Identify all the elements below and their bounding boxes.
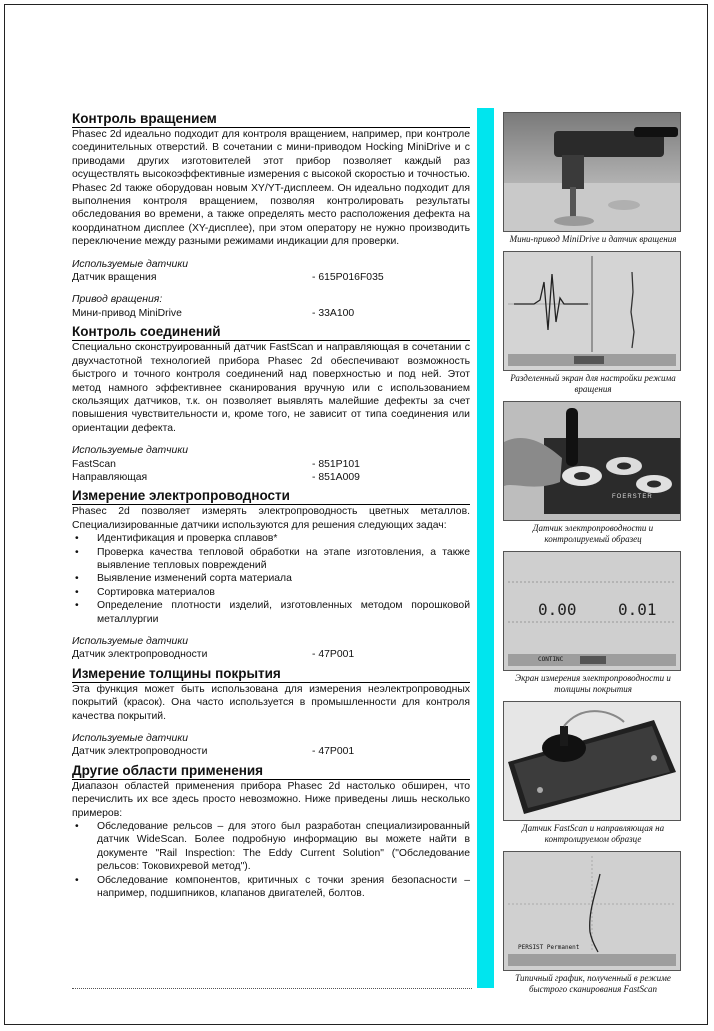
section-text: Диапазон областей применения прибора Phasec 2d настолько обширен, что перечислить их все здесь просто невозможно. Ниже приведены лишь несколько примеров: — [72, 780, 470, 819]
accent-bar — [477, 108, 494, 988]
section-rotation — [72, 111, 470, 320]
figure-split-screen — [503, 251, 683, 395]
probe-name: Датчик электропроводности — [72, 649, 208, 661]
figure-caption: Датчик электропроводности и контролируемый образец — [532, 523, 654, 544]
figure-caption: Датчик FastScan и направляющая на контролируемом образце — [521, 823, 665, 844]
list-item: • Обследование компонентов, критичных с точки зрения безопасности – например, подшипников, клапанов двигателей, болтов. — [72, 874, 470, 901]
device-brand-label: FOERSTER — [612, 494, 653, 500]
section-text: Эта функция может быть использована для измерения неэлектропроводных покрытий (красок). Она часто используется в промышленности для контроля качества покрытий. — [72, 683, 470, 722]
list-item: • Обследование рельсов – для этого был разработан специализированный датчик WideScan. Более подробную информацию вы можете найти в документе "Rail Inspection: The Eddy Current Solution" ("Обследование рельсов: Токовихревой метод"). — [72, 820, 470, 874]
figure-caption: Типичный график, полученный в режиме быстрого сканирования FastScan — [515, 973, 671, 994]
drive-row — [72, 307, 470, 320]
probe-name: Датчик электропроводности — [72, 746, 208, 758]
minidrive-photo — [503, 112, 681, 232]
readout-right: 0.01 — [618, 600, 657, 619]
probe-row — [72, 745, 470, 758]
drive-label: Привод вращения: — [72, 294, 163, 306]
list-item: • Определение плотности изделий, изготовленных методом порошковой металлургии — [72, 599, 470, 626]
probe-code: - 615P016F035 — [312, 272, 384, 284]
probe-name: Направляющая — [72, 471, 148, 483]
probe-name: FastScan — [72, 458, 116, 470]
section-text: Phasec 2d позволяет измерять электропроводность цветных металлов. Специализированные датчики используются для решения следующих задач: — [72, 506, 470, 531]
fastscan-photo — [503, 701, 681, 821]
section-text: Специально сконструированный датчик FastScan и направляющая в сочетании с двухчастотной технологией прибора Phasec 2d обеспечивают возможность быстрого и точного контроля соединений над поверхностью и под ней. Этот метод намного эффективнее сканирования вручную или с использованием скользящих датчиков, т.к. он позволяет выявлять малейшие дефекты за счет повышения чувствительности и, кроме того, не зависит от типа соединения или ориентации дефекта. — [72, 342, 470, 434]
section-joints — [72, 324, 470, 484]
section-title: Контроль соединений — [72, 324, 470, 341]
list-item: • Сортировка материалов — [72, 586, 470, 599]
drive-name: Мини-привод MiniDrive — [72, 307, 182, 319]
list-item: • Проверка качества тепловой обработки на этапе изготовления, а также выявление тепловых повреждений — [72, 546, 470, 573]
probes-label: Используемые датчики — [72, 733, 189, 745]
section-title: Контроль вращением — [72, 111, 470, 128]
section-title: Другие области применения — [72, 763, 470, 780]
probe-code: - 851P101 — [312, 458, 360, 470]
probe-row — [72, 458, 470, 471]
readout-left: 0.00 — [538, 600, 577, 619]
bullet-list — [72, 820, 470, 900]
probes-label: Используемые датчики — [72, 636, 189, 647]
figure-caption: Мини-привод MiniDrive и датчик вращения — [509, 234, 677, 244]
section-title: Измерение электропроводности — [72, 488, 470, 505]
figure-conductivity-screen — [503, 551, 683, 695]
figure-caption: Экран измерения электропроводности и толщины покрытия — [515, 673, 671, 694]
section-other — [72, 763, 470, 901]
probe-code: - 851A009 — [312, 471, 360, 483]
probe-code: - 47P001 — [312, 746, 355, 758]
figure-caption: Разделенный экран для настройки режима вращения — [510, 373, 676, 394]
section-title: Измерение толщины покрытия — [72, 666, 470, 683]
probe-row — [72, 271, 470, 284]
section-text: Phasec 2d идеально подходит для контроля вращением, например, при контроле соединительных отверстий. В сочетании с мини-приводом Hocking MiniDrive и с приводами других изготовителей этот прибор позволяет каждый раз осуществлять высокоэффективные измерения с высокой скоростью и точностью. Phasec 2d также оборудован новым XY/YT-дисплеем. Он идеально подходит для выполнения контроля вращением, позволяя контролировать результаты обследования во времени, а также определять место расположения дефекта на координатном дисплее (XY-дисплее), при этом оператору не нужно производить переключение между разными режимами индикации для проверки. — [72, 129, 470, 248]
main-column — [72, 111, 470, 901]
figure-conductivity-probe — [503, 401, 683, 545]
section-conductivity — [72, 488, 470, 661]
figure-column — [503, 112, 683, 1001]
figure-fastscan-graph — [503, 851, 683, 995]
probes-label: Используемые датчики — [72, 445, 189, 457]
list-item: • Выявление изменений сорта материала — [72, 572, 470, 585]
probe-code: - 47P001 — [312, 649, 355, 661]
drive-code: - 33A100 — [312, 307, 355, 319]
figure-minidrive — [503, 112, 683, 245]
probe-row — [72, 648, 470, 661]
conductivity-probe-photo — [503, 401, 681, 521]
readout-mode: CONTINC — [538, 656, 564, 663]
readout-persist: PERSIST Permanent — [518, 944, 580, 951]
footer-rule — [72, 988, 472, 989]
probes-label: Используемые датчики — [72, 258, 189, 270]
split-screen-image — [503, 251, 681, 371]
fastscan-graph-image — [503, 851, 681, 971]
bullet-list — [72, 532, 470, 626]
conductivity-screen-image — [503, 551, 681, 671]
section-coating — [72, 666, 470, 759]
probe-row — [72, 471, 470, 484]
list-item: • Идентификация и проверка сплавов* — [72, 532, 470, 545]
figure-fastscan — [503, 701, 683, 845]
probe-name: Датчик вращения — [72, 272, 157, 284]
